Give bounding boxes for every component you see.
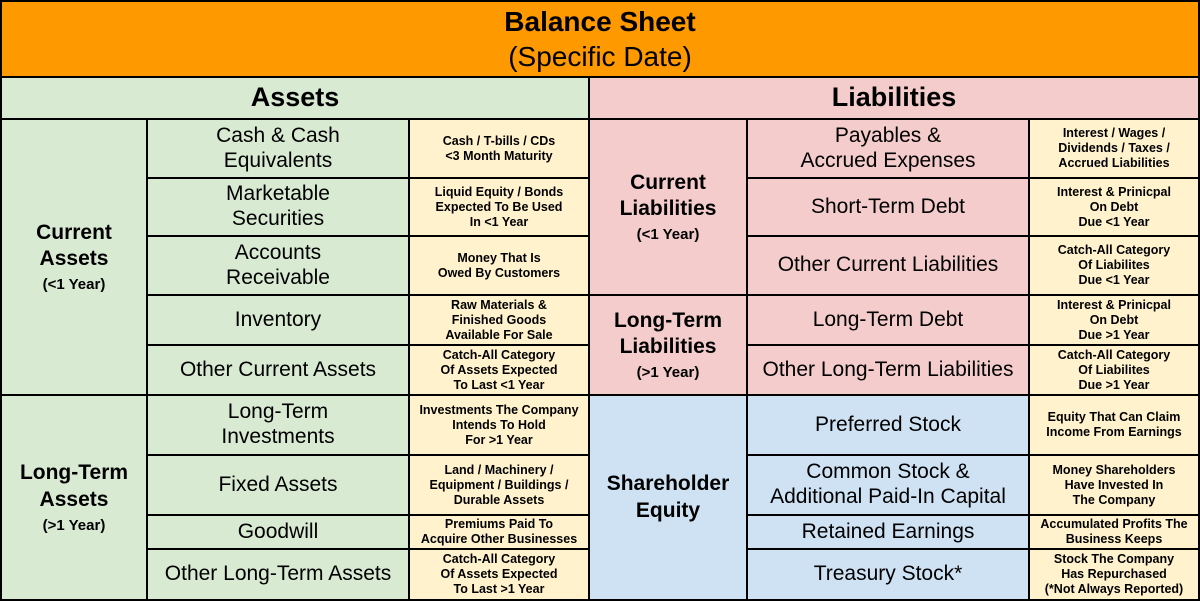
equity-desc-preferred-stock: Equity That Can Claim Income From Earnings <box>1028 394 1200 456</box>
asset-item-other-current: Other Current Assets <box>146 344 410 396</box>
liability-item-short-term-debt: Short-Term Debt <box>746 177 1030 237</box>
group-name: Long-Term Assets <box>19 461 129 511</box>
asset-desc-other-current: Catch-All Category Of Assets Expected To Last <1 Year <box>408 344 590 396</box>
group-name: Current Liabilities <box>619 170 717 221</box>
equity-item-treasury-stock: Treasury Stock* <box>746 548 1030 601</box>
asset-item-accounts-receivable: Accounts Receivable <box>146 235 410 296</box>
equity-desc-common-stock: Money Shareholders Have Invested In The Company <box>1028 454 1200 516</box>
sheet-title: Balance Sheet <box>504 6 696 37</box>
asset-desc-cash: Cash / T-bills / CDs <3 Month Maturity <box>408 118 590 179</box>
group-term: (<1 Year) <box>636 226 700 244</box>
equity-desc-retained-earnings: Accumulated Profits The Business Keeps <box>1028 514 1200 550</box>
asset-item-cash: Cash & Cash Equivalents <box>146 118 410 179</box>
group-term: (<1 Year) <box>42 276 106 294</box>
equity-desc-treasury-stock: Stock The Company Has Repurchased (*Not Always Reported) <box>1028 548 1200 601</box>
asset-item-marketable-securities: Marketable Securities <box>146 177 410 237</box>
assets-header: Assets <box>0 76 590 120</box>
liability-desc-payables: Interest / Wages / Dividends / Taxes / Accrued Liabilities <box>1028 118 1200 179</box>
liability-item-other-current: Other Current Liabilities <box>746 235 1030 296</box>
asset-desc-long-term-investments: Investments The Company Intends To Hold For >1 Year <box>408 394 590 456</box>
asset-desc-accounts-receivable: Money That Is Owed By Customers <box>408 235 590 296</box>
asset-desc-other-long-term: Catch-All Category Of Assets Expected To Last >1 Year <box>408 548 590 601</box>
asset-item-fixed-assets: Fixed Assets <box>146 454 410 516</box>
liability-item-other-long-term: Other Long-Term Liabilities <box>746 344 1030 396</box>
sheet-subtitle: (Specific Date) <box>508 41 692 72</box>
liabilities-header: Liabilities <box>588 76 1200 120</box>
long-term-liabilities-group <box>588 294 748 396</box>
asset-desc-fixed-assets: Land / Machinery / Equipment / Buildings / Durable Assets <box>408 454 590 516</box>
group-name: Long-Term Liabilities <box>613 308 723 359</box>
liability-item-long-term-debt: Long-Term Debt <box>746 294 1030 346</box>
equity-item-common-stock: Common Stock & Additional Paid-In Capital <box>746 454 1030 516</box>
title-banner <box>0 0 1200 78</box>
current-assets-group <box>0 118 148 396</box>
liability-item-payables: Payables & Accrued Expenses <box>746 118 1030 179</box>
asset-item-long-term-investments: Long-Term Investments <box>146 394 410 456</box>
liability-desc-short-term-debt: Interest & Prinicpal On Debt Due <1 Year <box>1028 177 1200 237</box>
shareholder-equity-group <box>588 394 748 601</box>
liability-desc-other-long-term: Catch-All Category Of Liabilites Due >1 Year <box>1028 344 1200 396</box>
equity-item-retained-earnings: Retained Earnings <box>746 514 1030 550</box>
group-term: (>1 Year) <box>636 364 700 382</box>
asset-desc-goodwill: Premiums Paid To Acquire Other Businesses <box>408 514 590 550</box>
liability-desc-long-term-debt: Interest & Prinicpal On Debt Due >1 Year <box>1028 294 1200 346</box>
group-name: Current Assets <box>36 220 112 271</box>
asset-desc-marketable-securities: Liquid Equity / Bonds Expected To Be Used In <1 Year <box>408 177 590 237</box>
group-term: (>1 Year) <box>42 516 106 534</box>
liability-desc-other-current: Catch-All Category Of Liabilites Due <1 Year <box>1028 235 1200 296</box>
asset-desc-inventory: Raw Materials & Finished Goods Available For Sale <box>408 294 590 346</box>
long-term-assets-group <box>0 394 148 601</box>
asset-item-other-long-term: Other Long-Term Assets <box>146 548 410 601</box>
group-name: Shareholder Equity <box>606 472 730 522</box>
asset-item-goodwill: Goodwill <box>146 514 410 550</box>
current-liabilities-group <box>588 118 748 296</box>
equity-item-preferred-stock: Preferred Stock <box>746 394 1030 456</box>
asset-item-inventory: Inventory <box>146 294 410 346</box>
